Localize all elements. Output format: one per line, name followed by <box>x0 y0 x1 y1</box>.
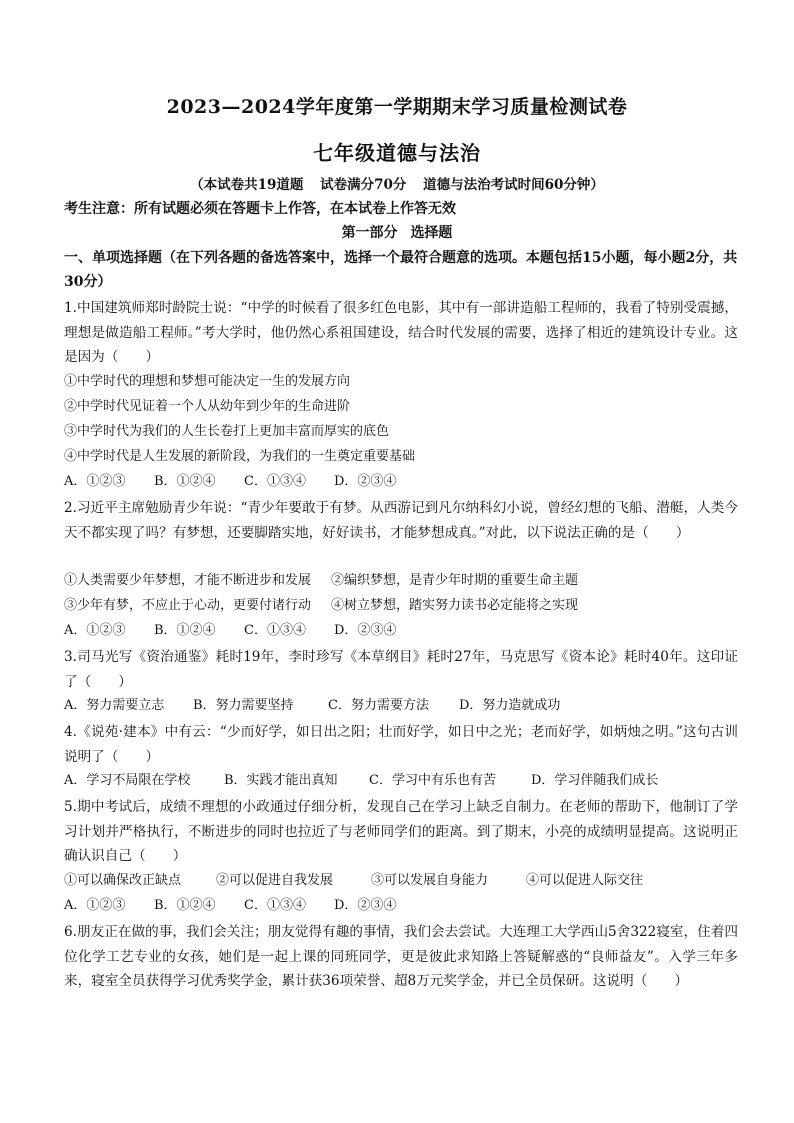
question-4-stem: 4.《说苑·建本》中有云：“少而好学，如日出之阳；壮而好学，如日中之光；老而好学，如炳烛之明。”这句古训说明了（ ） <box>64 724 738 765</box>
exam-info <box>0 173 794 193</box>
part-name: 选择题 <box>410 225 453 241</box>
info-questions: （本试卷共19道题 <box>190 177 304 193</box>
question-5-choice-a: A．①②③ <box>64 898 126 913</box>
question-1-choice-c: C．①③④ <box>244 474 306 489</box>
question-6-stem: 6.朋友正在做的事，我们会关注；朋友觉得有趣的事情，我们会去尝试。大连理工大学西山5舍322寝室，住着四位化学工艺专业的女孩，她们是一起上课的同班同学，更是彼此求知路上答疑解惑的“良师益友”。入学三年多来，寝室全员获得学习优秀奖学金，累计获36项荣誉、超8万元奖学金，并已全员保研。这说明（ ） <box>64 924 738 989</box>
info-time: 道德与法治考试时间60分钟） <box>423 177 604 193</box>
question-2-option-3 <box>64 596 578 616</box>
question-2-option-1-text: ①人类需要少年梦想，才能不断进步和发展 <box>64 573 312 588</box>
question-3-choice-d: D．努力造就成功 <box>459 698 561 713</box>
question-3-choice-a: A．努力需要立志 <box>64 698 165 713</box>
question-2-choice-b: B．①②④ <box>154 623 216 638</box>
question-1-option-4: ④中学时代是人生发展的新阶段，为我们的一生奠定重要基础 <box>64 449 416 464</box>
question-3-stem: 3.司马光写《资治通鉴》耗时19年，李时珍写《本草纲目》耗时27年，马克思写《资本论》耗时40年。这印证了（ ） <box>64 649 738 690</box>
question-5-option-2: ②可以促进自我发展 <box>216 873 334 888</box>
question-5-option-4: ④可以促进人际交往 <box>526 873 644 888</box>
part-number: 第一部分 <box>341 225 398 241</box>
question-5-choice-c: C．①③④ <box>244 898 306 913</box>
question-5-stem: 5.期中考试后，成绩不理想的小政通过仔细分析，发现自己在学习上缺乏自制力。在老师的帮助下，他制订了学习计划并严格执行，不断进步的同时也拉近了与老师同学们的距离。到了期末，小亮的成绩明显提高。这说明正确认识自己（ ） <box>64 799 738 864</box>
question-2-choice-c: C．①③④ <box>244 623 306 638</box>
question-2-choices <box>64 621 396 641</box>
question-2-option-2: ②编织梦想，是青少年时期的重要生命主题 <box>331 573 579 588</box>
question-3-choice-c: C．努力需要方法 <box>328 698 429 713</box>
question-4-choice-c: C．学习中有乐也有苦 <box>369 773 496 788</box>
section-heading: 一、单项选择题（在下列各题的备选答案中，选择一个最符合题意的选项。本题包括15小题，每小题2分，共30分） <box>64 250 738 290</box>
exam-notice: 考生注意：所有试题必须在答题卡上作答，在本试卷上作答无效 <box>64 201 456 217</box>
question-1-option-2: ②中学时代见证着一个人从幼年到少年的生命进阶 <box>64 399 351 414</box>
question-4-choice-d: D．学习伴随我们成长 <box>531 773 659 788</box>
question-1-choice-d: D．②③④ <box>334 474 397 489</box>
question-5-option-1: ①可以确保改正缺点 <box>64 873 182 888</box>
question-5-choice-b: B．①②④ <box>154 898 216 913</box>
question-4-choice-a: A．学习不局限在学校 <box>64 773 191 788</box>
question-1-choice-a: A．①②③ <box>64 474 126 489</box>
question-4-choice-b: B．实践才能出真知 <box>224 773 338 788</box>
part-heading <box>0 222 794 242</box>
question-1-choice-b: B．①②④ <box>154 474 216 489</box>
question-4-choices <box>64 771 658 791</box>
question-2-option-3-text: ③少年有梦，不应止于心动，更要付诸行动 <box>64 598 312 613</box>
question-5-options <box>64 871 643 891</box>
question-2-stem: 2.习近平主席勉励青少年说：“青少年要敢于有梦。从西游记到凡尔纳科幻小说，曾经幻想的飞船、潜艇，人类今天不都实现了吗？有梦想，还要脚踏实地，好好读书，才能梦想成真。”对此，以下说法正确的是（ ） <box>64 500 738 541</box>
question-3-choices <box>64 696 560 716</box>
question-2-choice-d: D．②③④ <box>334 623 397 638</box>
info-score: 试卷满分70分 <box>320 177 407 193</box>
question-2-choice-a: A．①②③ <box>64 623 126 638</box>
question-1-stem: 1.中国建筑师郑时龄院士说：“中学的时候看了很多红色电影，其中有一部讲造船工程师的，我看了特别受震撼，理想是做造船工程师。”考大学时，他仍然心系祖国建设，结合时代发展的需要，选择了相近的建筑设计专业。这是因为（ ） <box>64 300 738 365</box>
question-3-choice-b: B．努力需要坚持 <box>193 698 294 713</box>
question-1-option-1: ①中学时代的理想和梦想可能决定一生的发展方向 <box>64 374 351 389</box>
question-2-option-1 <box>64 571 578 591</box>
question-5-choices <box>64 896 396 916</box>
exam-title: 2023—2024学年度第一学期期末学习质量检测试卷 <box>166 96 628 118</box>
exam-subject: 七年级道德与法治 <box>313 141 481 165</box>
question-5-choice-d: D．②③④ <box>334 898 397 913</box>
question-1-option-3: ③中学时代为我们的人生长卷打上更加丰富而厚实的底色 <box>64 424 390 439</box>
question-5-option-3: ③可以发展自身能力 <box>371 873 489 888</box>
question-2-option-4: ④树立梦想，踏实努力读书必定能将之实现 <box>331 598 579 613</box>
question-1-choices <box>64 472 396 492</box>
